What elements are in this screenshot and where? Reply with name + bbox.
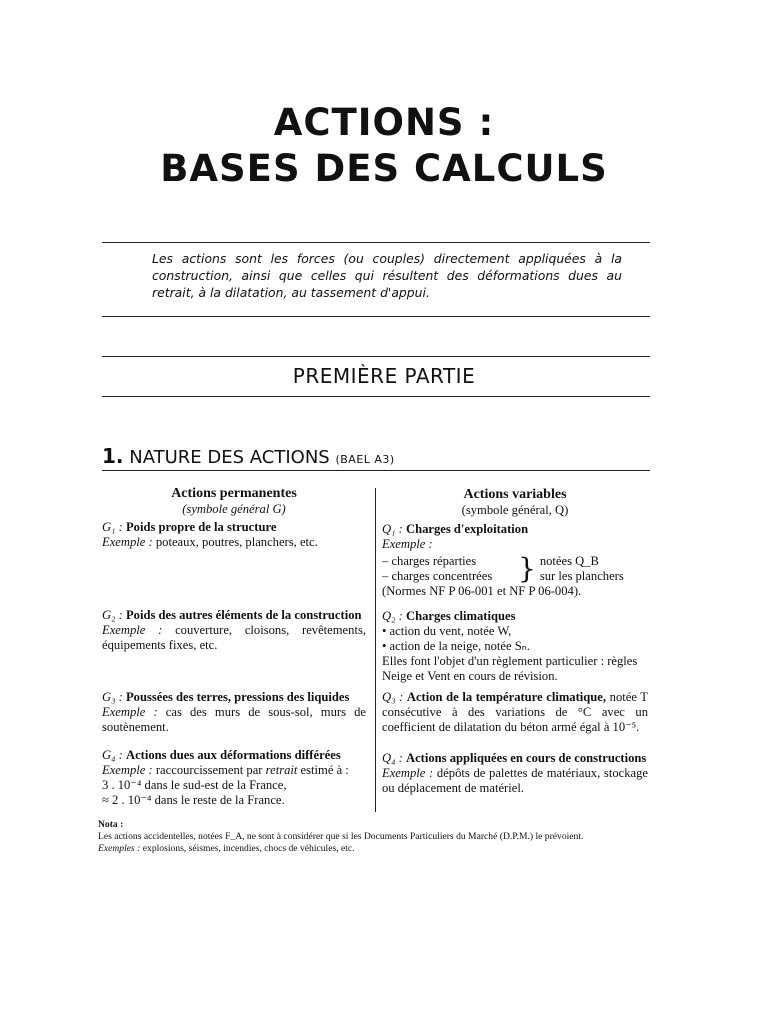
q2-bullet-1: • action du vent, notée W, <box>382 624 512 638</box>
q1-note-1: notées Q_B <box>539 554 599 568</box>
g4-line-1: 3 . 10⁻⁴ dans le sud-est de la France, <box>102 778 287 792</box>
g1-block <box>102 520 366 550</box>
q2-text: Elles font l'objet d'un règlement particulier : règles Neige et Vent en cours de révision. <box>382 654 638 683</box>
q1-loads <box>382 554 648 584</box>
divider-section <box>102 470 650 471</box>
right-column-header <box>382 487 648 518</box>
g4-example-tail: estimé à : <box>300 763 349 777</box>
page-title-line-2: BASES DES CALCULS <box>160 147 608 190</box>
divider-intro-top <box>102 242 650 243</box>
q1-note-2: sur les planchers <box>539 569 624 583</box>
q1-label: Q₁ : <box>382 522 403 536</box>
g2-block <box>102 608 366 653</box>
q3-title: Action de la température climatique, <box>406 690 607 704</box>
brace-icon: } <box>518 552 536 585</box>
q4-label: Q₄ : <box>382 751 403 765</box>
q2-label: Q₂ : <box>382 609 403 623</box>
page-title-line-1: ACTIONS : <box>273 101 495 144</box>
q4-block <box>382 751 648 796</box>
q1-example-label: Exemple : <box>382 537 433 551</box>
g2-example-label: Exemple : <box>102 623 163 637</box>
g4-title: Actions dues aux déformations différées <box>125 748 341 762</box>
g3-label: G₃ : <box>102 690 123 704</box>
divider-part-bottom <box>102 396 650 397</box>
left-column-sub: (symbole général G) <box>182 502 286 516</box>
q1-block <box>382 522 648 599</box>
right-column-sub: (symbole général, Q) <box>461 503 569 517</box>
q3-text: notée T consécutive à des variations de °C avec un coefficient de dilatation du béton armé égal à 10⁻⁵. <box>382 690 648 734</box>
q3-label: Q₃ : <box>382 690 404 704</box>
g2-label: G₂ : <box>102 608 123 622</box>
left-column-header <box>102 486 366 517</box>
g4-example-label: Exemple : <box>102 763 153 777</box>
g4-example-emphasis: retrait <box>265 763 298 777</box>
q1-title: Charges d'exploitation <box>405 522 529 536</box>
q4-example-label: Exemple : <box>382 766 434 780</box>
g3-example-label: Exemple : <box>102 705 158 719</box>
q1-item-1: – charges réparties <box>382 554 477 568</box>
section-title: NATURE DES ACTIONS <box>129 447 330 468</box>
right-column-heading: Actions variables <box>463 487 567 502</box>
section-ref: (BAEL A3) <box>335 453 395 466</box>
divider-intro-bottom <box>102 316 650 317</box>
column-divider <box>375 488 376 812</box>
g4-label: G₄ : <box>102 748 123 762</box>
g1-example-text: poteaux, poutres, planchers, etc. <box>155 535 318 549</box>
g4-example-text: raccourcissement par <box>155 763 263 777</box>
q1-item-2: – charges concentrées <box>382 569 493 583</box>
left-column-heading: Actions permanentes <box>171 486 297 501</box>
part-title: PREMIÈRE PARTIE <box>292 364 476 388</box>
g3-title: Poussées des terres, pressions des liquides <box>125 690 350 704</box>
g1-title: Poids propre de la structure <box>125 520 277 534</box>
q3-block <box>382 690 648 735</box>
q2-title: Charges climatiques <box>405 609 516 623</box>
q4-title: Actions appliquées en cours de constructions <box>405 751 647 765</box>
note-example-label: Exemples : <box>98 843 141 854</box>
divider-part-top <box>102 356 650 357</box>
g4-block <box>102 748 366 808</box>
note-label: Nota : <box>98 819 124 830</box>
note-example-text: explosions, séismes, incendies, chocs de véhicules, etc. <box>142 843 355 854</box>
g3-block <box>102 690 366 735</box>
intro-paragraph: Les actions sont les forces (ou couples) directement appliquées à la construction, ainsi que celles qui résultent des déformations dues au retrait, à la dilatation, au tassement d'appui. <box>152 251 622 300</box>
note-line-1: Les actions accidentelles, notées F_A, ne sont à considérer que si les Documents Particuliers du Marché (D.P.M.) le prévoient. <box>98 831 584 842</box>
section-number: 1. <box>102 444 124 468</box>
q1-norms: (Normes NF P 06-001 et NF P 06-004). <box>382 584 582 598</box>
g1-label: G₁ : <box>102 520 123 534</box>
note-block <box>98 819 658 855</box>
g1-example-label: Exemple : <box>102 535 153 549</box>
q4-example-text: dépôts de palettes de matériaux, stockage ou déplacement de matériel. <box>382 766 648 795</box>
g4-line-2: ≈ 2 . 10⁻⁴ dans le reste de la France. <box>102 793 285 807</box>
q2-block <box>382 609 648 684</box>
section-heading <box>102 444 395 468</box>
q2-bullet-2: • action de la neige, notée Sₙ. <box>382 639 530 653</box>
g3-example-text: cas des murs de sous-sol, murs de soutènement. <box>102 705 366 734</box>
g2-title: Poids des autres éléments de la construction <box>125 608 362 622</box>
g2-example-text: couverture, cloisons, revêtements, équipements fixes, etc. <box>102 623 366 652</box>
